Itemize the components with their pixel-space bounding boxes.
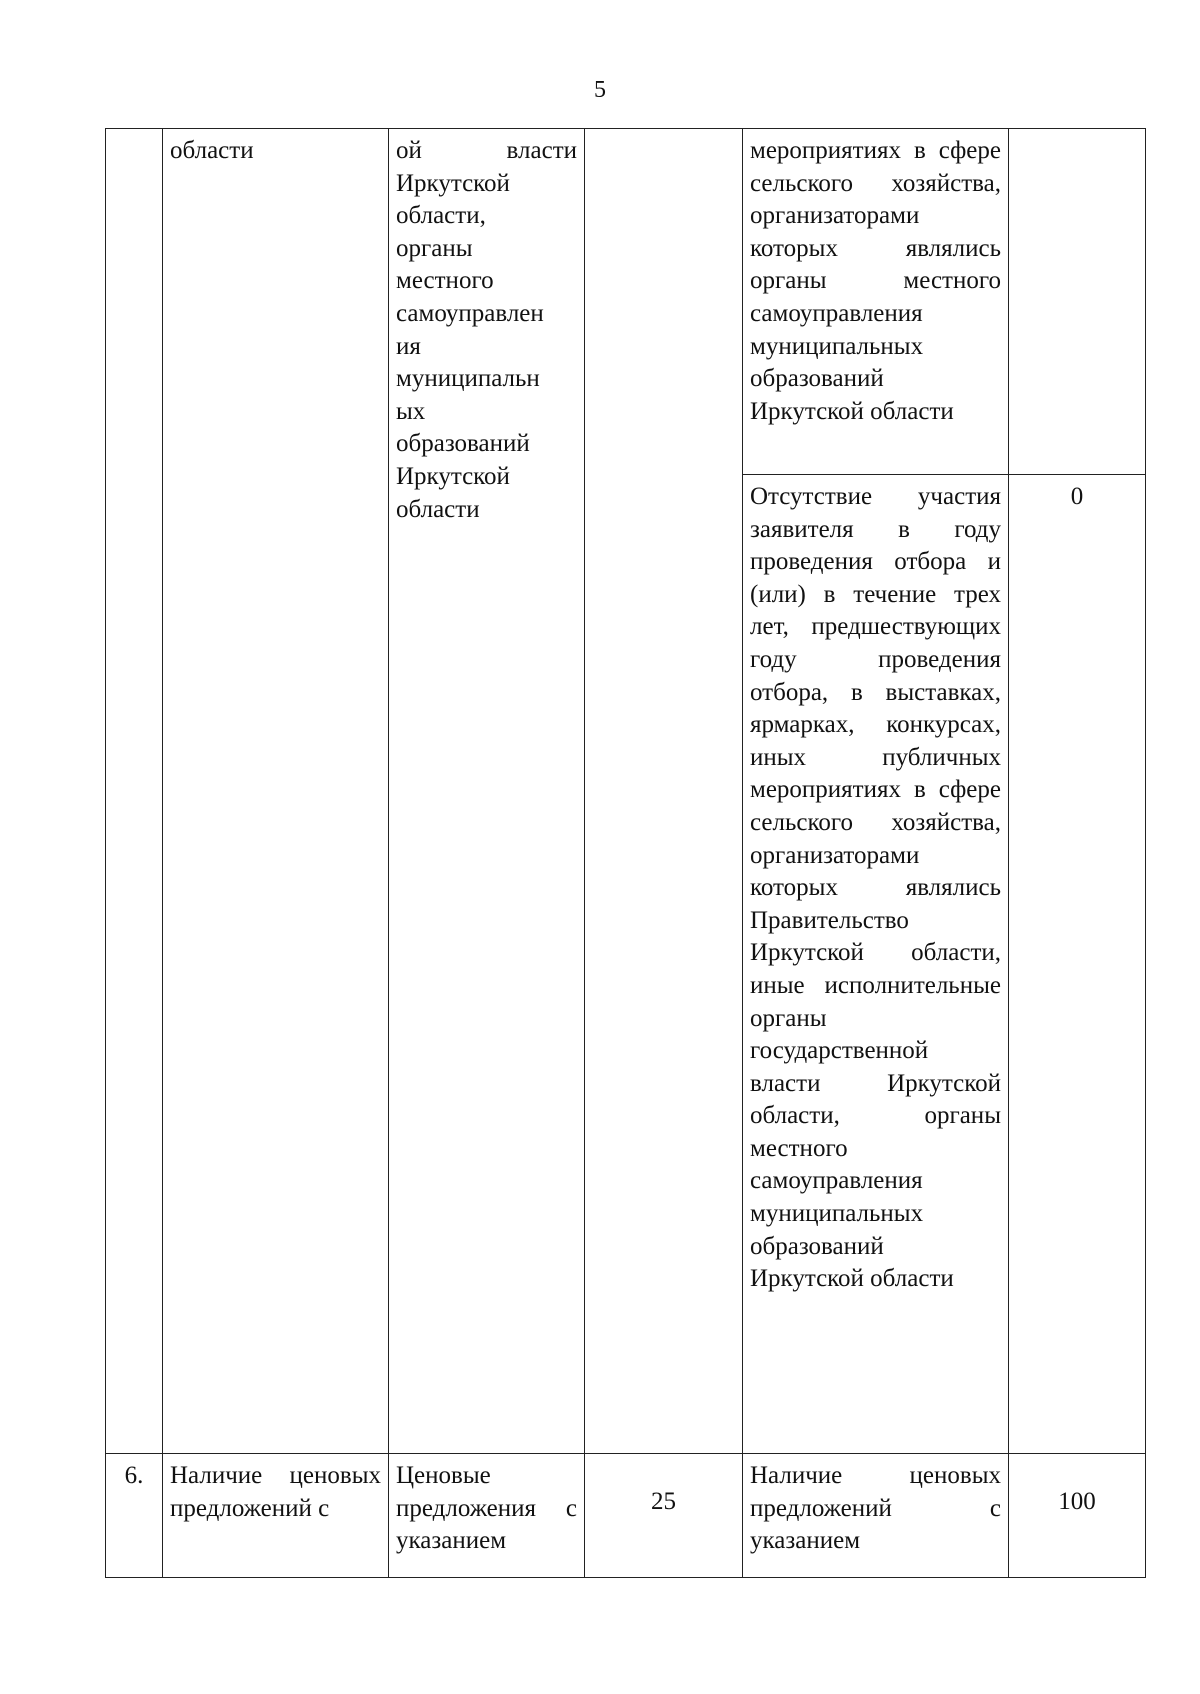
source-line: муниципальн — [396, 365, 540, 393]
source-line: ия — [396, 332, 421, 360]
source-line: Иркутской — [396, 462, 510, 490]
table-row — [106, 129, 1146, 475]
weight-cell: 25 — [585, 1454, 743, 1578]
score-cell — [1009, 129, 1146, 475]
source-cell — [389, 129, 585, 1454]
score-cell: 0 — [1009, 475, 1146, 1454]
criterion-name-cell: Наличие ценовых предложений с — [163, 1454, 389, 1578]
source-line: ой власти — [396, 137, 577, 164]
source-line: области — [396, 495, 480, 523]
description-cell: Отсутствие участия заявителя в году проведения отбора и (или) в течение трех лет, предшествующих году проведения отбора, в выставках, ярмарках, конкурсах, иных публичных мероприятиях в сфере сельского хозяйства, организаторами которых являлись Правительство Иркутской области, иные исполнительные органы государственной власти Иркутской области, органы местного самоуправления муниципальных образований Иркутской области — [743, 475, 1009, 1454]
source-line: образований — [396, 430, 530, 458]
criterion-name-cell: области — [163, 129, 389, 1454]
source-line: органы — [396, 234, 473, 262]
source-line: Иркутской — [396, 169, 510, 197]
page-number: 5 — [594, 77, 606, 103]
weight-cell — [585, 129, 743, 1454]
table-row — [106, 1454, 1146, 1578]
number-cell: 6. — [106, 1454, 163, 1578]
source-line: местного — [396, 267, 494, 295]
source-lines — [396, 135, 577, 526]
source-line: области, — [396, 202, 486, 230]
description-cell: Наличие ценовых предложений с указанием — [743, 1454, 1009, 1578]
number-cell — [106, 129, 163, 1454]
description-cell: мероприятиях в сфере сельского хозяйства, организаторами которых являлись органы местного самоуправления муниципальных образований Иркутской области — [743, 129, 1009, 475]
score-cell: 100 — [1009, 1454, 1146, 1578]
criteria-table — [105, 128, 1146, 1578]
source-cell: Ценовые предложения с указанием — [389, 1454, 585, 1578]
source-line: самоуправлен — [396, 299, 544, 327]
source-line: ых — [396, 397, 426, 425]
